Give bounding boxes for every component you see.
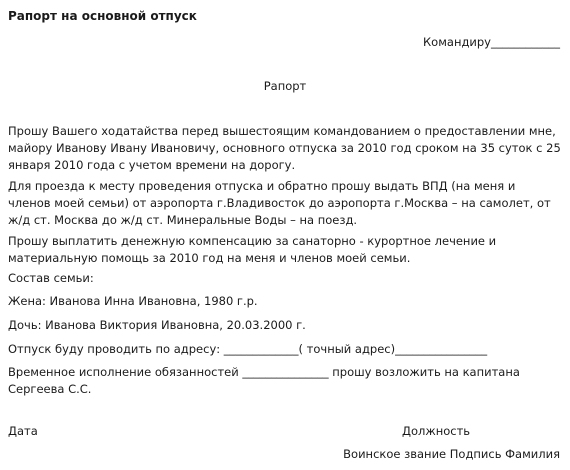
position-label: Должность — [402, 424, 471, 438]
addressee-line: Командиру____________ — [423, 35, 560, 49]
family-member-wife: Жена: Иванова Инна Ивановна, 1980 г.р. — [8, 294, 258, 308]
paragraph-travel: Для проезда к месту проведения отпуска и обратно прошу выдать ВПД (на меня и членов моей семьи) от аэропорта г.Владивосток до аэропорта г.Москва – на самолет, от ж/д ст. Москва до ж/д ст. Минеральные Воды – на поезд. — [8, 179, 551, 227]
paragraph-compensation: Прошу выплатить денежную компенсацию за санаторно - курортное лечение и материальную помощь за 2010 год на меня и членов моей семьи. — [8, 234, 497, 265]
document-title: Рапорт на основной отпуск — [8, 9, 197, 23]
duties-paragraph: Временное исполнение обязанностей _______________ прошу возложить на капитана Сергеева С.С. — [8, 365, 520, 396]
paragraph-request: Прошу Вашего ходатайства перед вышестоящим командованием о предоставлении мне, майору Иванову Ивану Ивановичу, основного отпуска за 2010 год сроком на 35 суток с 25 января 2010 года с учетом времени на дорогу. — [8, 124, 561, 172]
date-label: Дата — [8, 424, 38, 438]
vacation-address-line: Отпуск буду проводить по адресу: _____________( точный адрес)________________ — [8, 342, 488, 356]
report-heading: Рапорт — [263, 79, 307, 93]
family-label: Состав семьи: — [8, 271, 94, 285]
family-member-daughter: Дочь: Иванова Виктория Ивановна, 20.03.2000 г. — [8, 318, 306, 332]
rank-signature-line: Воинское звание Подпись Фамилия — [343, 447, 560, 461]
